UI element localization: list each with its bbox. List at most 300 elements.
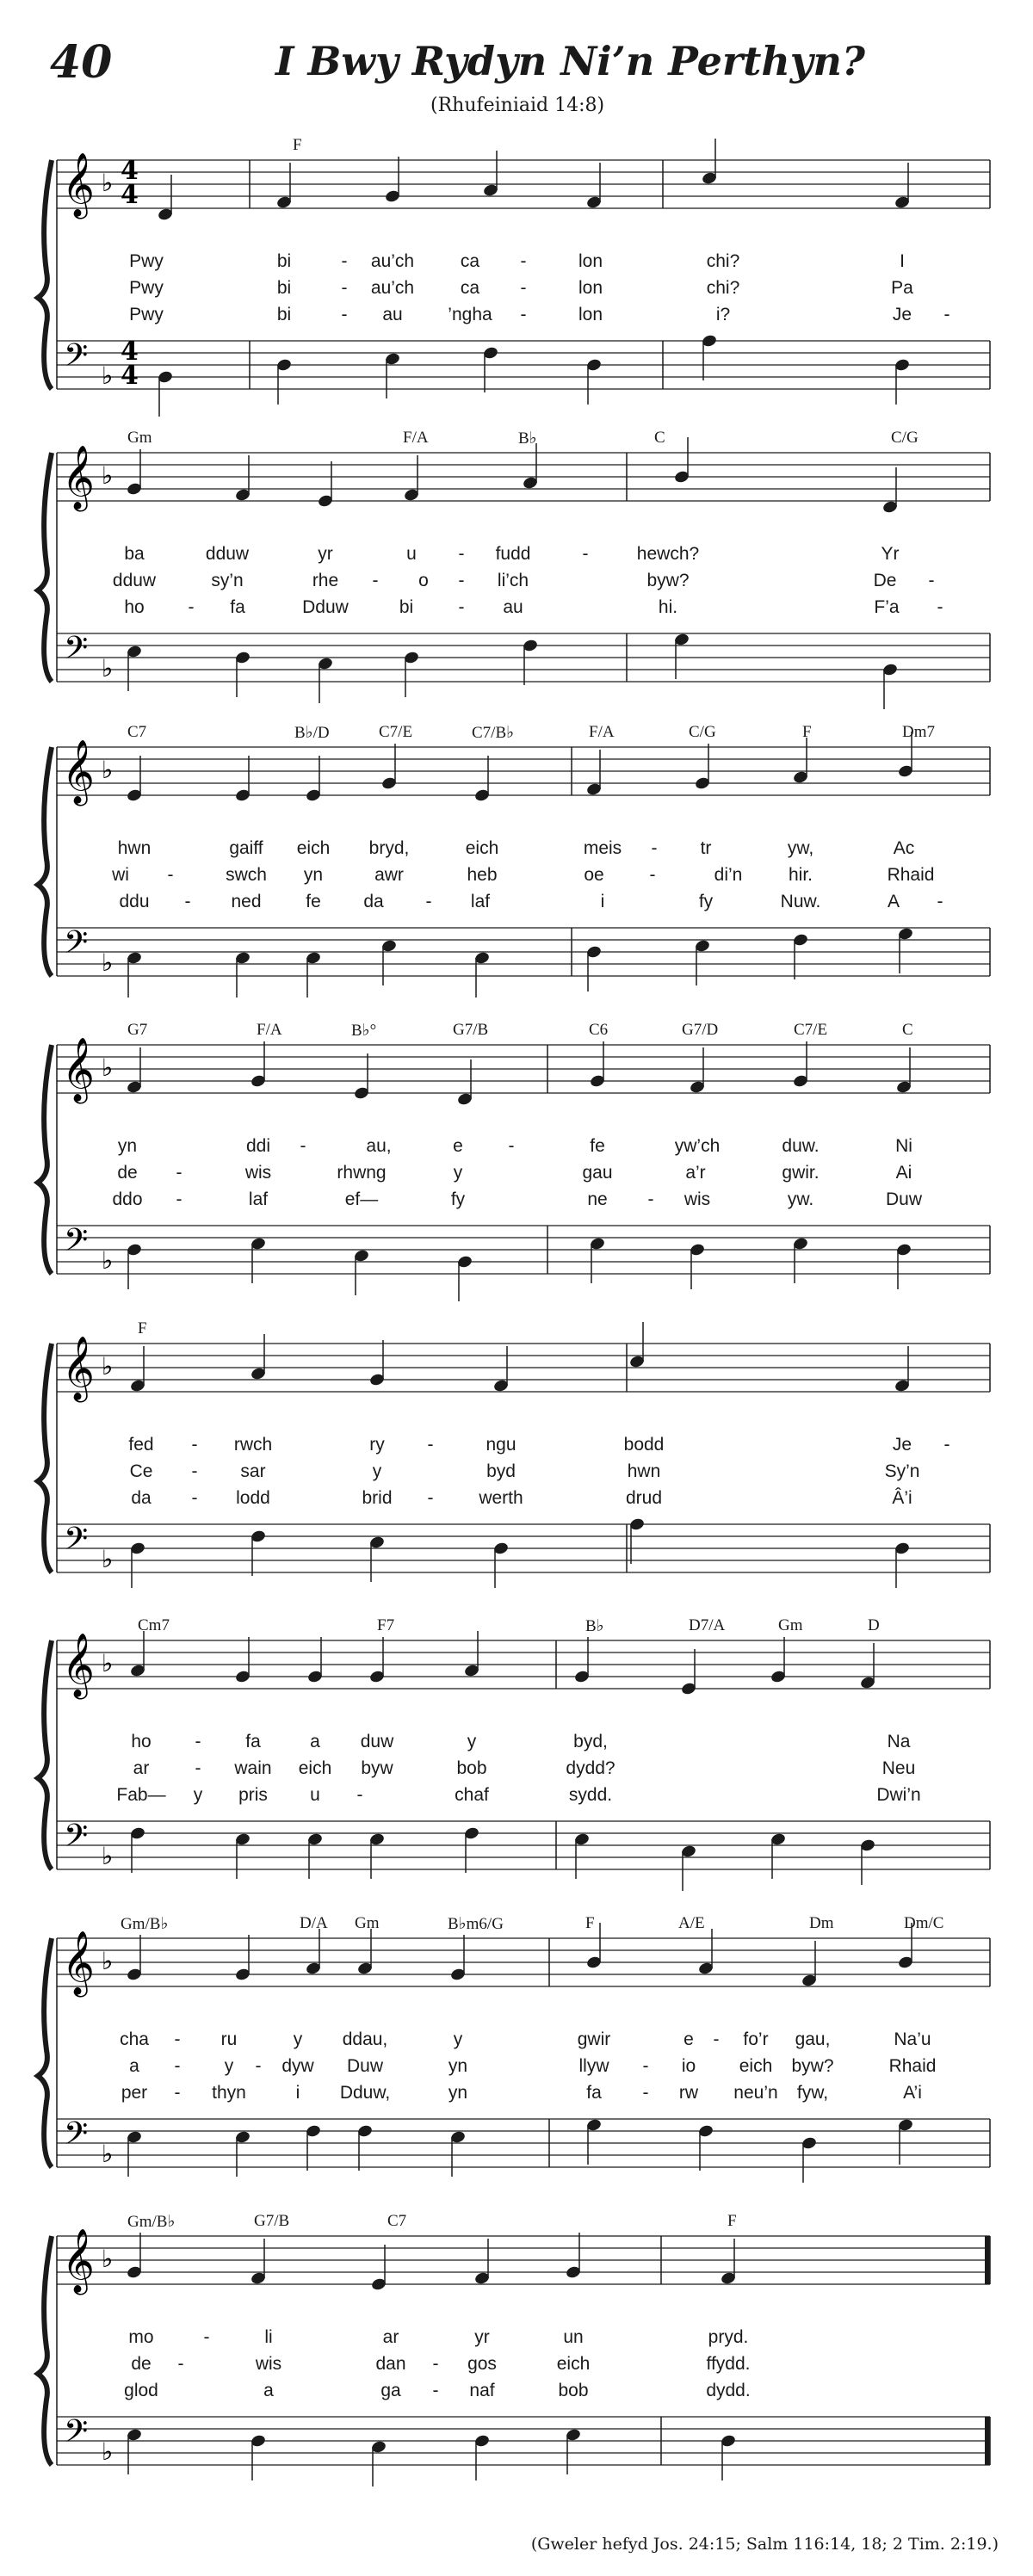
lyric-syllable: gau	[582, 1163, 613, 1183]
lyric-syllable: lon	[578, 251, 603, 271]
chord-symbol: F/A	[257, 1021, 282, 1039]
lyric-syllable: Dduw,	[339, 2083, 391, 2103]
lyric-syllable: -	[642, 2056, 649, 2076]
lyric-syllable: di’n	[714, 865, 743, 885]
chord-symbol: B♭	[518, 429, 537, 448]
lyric-syllable: u	[310, 1785, 320, 1805]
chord-symbol: B♭	[585, 1617, 604, 1635]
lyric-syllable: y	[467, 1732, 477, 1751]
chord-symbol: C7/E	[379, 723, 413, 741]
lyric-syllable: eich	[465, 838, 499, 858]
lyric-syllable: A’i	[903, 2083, 922, 2103]
lyric-syllable: e	[684, 2029, 694, 2049]
lyric-syllable: eich	[556, 2354, 591, 2374]
flat-sign: ♭	[102, 2140, 114, 2168]
lyric-syllable: laf	[470, 892, 491, 911]
lyric-syllable: -	[195, 1758, 201, 1778]
chord-symbol: F	[585, 1914, 595, 1932]
lyric-syllable: da	[131, 1488, 152, 1508]
lyric-syllable: ry	[369, 1435, 385, 1455]
lyric-syllable: cha	[120, 2029, 149, 2049]
lyric-syllable: -	[341, 278, 348, 298]
lyric-syllable: -	[341, 305, 348, 324]
brace	[38, 160, 52, 389]
lyric-syllable: heb	[467, 865, 498, 885]
lyric-syllable: fudd	[495, 544, 531, 564]
chord-symbol: F/A	[589, 723, 615, 741]
bass-clef: 𝄢	[64, 1222, 89, 1266]
hymn-title: I Bwy Rydyn Ni’n Perthyn?	[275, 38, 865, 84]
brace	[38, 1344, 52, 1572]
lyric-syllable: Neu	[881, 1758, 916, 1778]
final-barline	[985, 2236, 990, 2284]
lyric-syllable: ffydd.	[706, 2354, 751, 2374]
lyric-syllable: llyw	[578, 2056, 609, 2076]
lyric-syllable: ho	[124, 597, 145, 617]
lyric-syllable: wain	[234, 1758, 272, 1778]
lyric-syllable: rw	[678, 2083, 699, 2103]
lyric-syllable: -	[937, 892, 943, 911]
lyric-syllable: au	[382, 305, 403, 324]
lyric-syllable: Pwy	[129, 305, 164, 324]
lyric-syllable: fe	[306, 892, 321, 911]
lyric-syllable: byw	[361, 1758, 393, 1778]
lyric-syllable: yr	[474, 2327, 490, 2347]
chord-symbol: Gm/B♭	[121, 1915, 169, 1933]
lyric-syllable: yn	[448, 2083, 468, 2103]
lyric-syllable: wis	[255, 2354, 282, 2374]
lyric-syllable: Ni	[895, 1136, 912, 1156]
lyric-syllable: ’ngha	[448, 305, 492, 324]
chord-symbol: C7/E	[794, 1021, 828, 1039]
chord-symbol: D/A	[300, 1914, 328, 1932]
lyric-syllable: drud	[625, 1488, 663, 1508]
lyric-syllable: -	[425, 892, 432, 911]
lyric-syllable: Rhaid	[888, 2056, 937, 2076]
flat-sign: ♭	[102, 1842, 114, 1870]
lyric-syllable: tr	[700, 838, 712, 858]
chord-symbol: D	[868, 1616, 880, 1634]
lyric-syllable: -	[647, 1189, 654, 1209]
treble-clef: 𝄞	[62, 1337, 95, 1400]
lyric-syllable: ngu	[486, 1435, 516, 1455]
lyric-syllable: y	[372, 1461, 382, 1481]
flat-sign: ♭	[102, 1649, 114, 1677]
lyric-syllable: mo	[128, 2327, 154, 2347]
lyric-syllable: ef—	[344, 1189, 379, 1209]
score-system	[0, 1618, 1033, 1911]
brace	[38, 1640, 52, 1869]
lyric-syllable: thyn	[212, 2083, 246, 2103]
treble-clef: 𝄞	[62, 1038, 95, 1102]
lyric-syllable: ba	[124, 544, 145, 564]
lyric-syllable: Nuw.	[780, 892, 821, 911]
chord-symbol: G7/B	[254, 2212, 290, 2230]
lyric-syllable: De	[873, 571, 897, 590]
lyric-syllable: -	[432, 2381, 439, 2400]
lyric-syllable: -	[341, 251, 348, 271]
lyric-syllable: -	[195, 1732, 201, 1751]
lyric-syllable: -	[458, 597, 465, 617]
chord-symbol: F/A	[403, 429, 429, 447]
score-system	[0, 1022, 1033, 1315]
lyric-syllable: ar	[382, 2327, 399, 2347]
lyric-syllable: bi	[276, 251, 292, 271]
lyric-syllable: au	[503, 597, 523, 617]
lyric-syllable: -	[713, 2029, 720, 2049]
lyric-syllable: -	[167, 865, 174, 885]
lyric-syllable: naf	[469, 2381, 495, 2400]
chord-symbol: C7	[127, 723, 147, 741]
lyric-syllable: -	[188, 597, 195, 617]
lyric-syllable: -	[582, 544, 589, 564]
brace	[38, 1045, 52, 1274]
footnote: (Gweler hefyd Jos. 24:15; Salm 116:14, 18; 2 Tim. 2:19.)	[530, 2535, 999, 2554]
lyric-syllable: da	[363, 892, 384, 911]
lyric-syllable: -	[191, 1461, 198, 1481]
lyric-syllable: hwn	[117, 838, 152, 858]
lyric-syllable: Ac	[893, 838, 915, 858]
lyric-syllable: fo’r	[743, 2029, 769, 2049]
lyric-syllable: yr	[318, 544, 333, 564]
bass-clef: 𝄢	[64, 924, 89, 968]
bass-clef: 𝄢	[64, 2413, 89, 2457]
lyric-syllable: lodd	[236, 1488, 270, 1508]
lyric-syllable: sydd.	[568, 1785, 613, 1805]
lyric-syllable: -	[174, 2056, 181, 2076]
flat-sign: ♭	[102, 948, 114, 977]
treble-clef: 𝄞	[62, 153, 95, 217]
lyric-syllable: -	[458, 544, 465, 564]
brace	[38, 747, 52, 976]
lyric-syllable: eich	[739, 2056, 773, 2076]
chord-symbol: Dm7	[902, 723, 935, 741]
lyric-syllable: glod	[124, 2381, 158, 2400]
lyric-syllable: I	[900, 251, 905, 271]
lyric-syllable: byd	[486, 1461, 516, 1481]
lyric-syllable: fy	[698, 892, 714, 911]
lyric-syllable: au,	[366, 1136, 392, 1156]
flat-sign: ♭	[102, 1947, 114, 1975]
lyric-syllable: Na	[887, 1732, 911, 1751]
chord-symbol: C/G	[891, 429, 919, 447]
lyric-syllable: ne	[587, 1189, 608, 1209]
treble-clef: 𝄞	[62, 1931, 95, 1995]
chord-symbol: D7/A	[689, 1616, 726, 1634]
lyric-syllable: Fab—	[116, 1785, 166, 1805]
lyric-syllable: ho	[131, 1732, 152, 1751]
treble-clef: 𝄞	[62, 740, 95, 804]
lyric-syllable: -	[432, 2354, 439, 2374]
lyric-syllable: i	[295, 2083, 300, 2103]
lyric-syllable: hi.	[658, 597, 678, 617]
chord-symbol: F	[727, 2212, 737, 2230]
lyric-syllable: o	[418, 571, 429, 590]
lyric-syllable: gos	[467, 2354, 497, 2374]
lyric-syllable: -	[174, 2083, 181, 2103]
lyric-syllable: ddi	[245, 1136, 271, 1156]
lyric-syllable: ga	[380, 2381, 401, 2400]
lyric-syllable: per	[121, 2083, 148, 2103]
lyric-syllable: Yr	[881, 544, 900, 564]
lyric-syllable: -	[642, 2083, 649, 2103]
lyric-syllable: -	[174, 2029, 181, 2049]
score-system	[0, 1916, 1033, 2208]
lyric-syllable: oe	[584, 865, 604, 885]
lyric-syllable: -	[255, 2056, 262, 2076]
chord-symbol: F	[802, 723, 812, 741]
chord-symbol: B♭°	[351, 1022, 377, 1040]
lyric-syllable: ddu	[119, 892, 150, 911]
lyric-syllable: brid	[362, 1488, 393, 1508]
lyric-syllable: -	[651, 838, 658, 858]
lyric-syllable: -	[943, 305, 950, 324]
lyric-syllable: bi	[276, 278, 292, 298]
lyric-syllable: bob	[456, 1758, 487, 1778]
lyric-syllable: fa	[230, 597, 245, 617]
lyric-syllable: byw?	[791, 2056, 834, 2076]
lyric-syllable: sy’n	[211, 571, 244, 590]
lyric-syllable: hir.	[788, 865, 813, 885]
lyric-syllable: Sy’n	[884, 1461, 920, 1481]
lyric-syllable: fa	[586, 2083, 602, 2103]
chord-symbol: F	[138, 1319, 147, 1337]
flat-sign: ♭	[102, 461, 114, 490]
lyric-syllable: sar	[240, 1461, 266, 1481]
lyric-syllable: rwch	[233, 1435, 273, 1455]
lyric-syllable: dydd?	[566, 1758, 615, 1778]
lyric-syllable: Ce	[129, 1461, 153, 1481]
lyric-syllable: -	[203, 2327, 210, 2347]
time-signature: 4	[121, 180, 139, 210]
chord-symbol: C/G	[689, 723, 716, 741]
treble-clef: 𝄞	[62, 446, 95, 510]
lyric-syllable: -	[943, 1435, 950, 1455]
lyric-syllable: Dwi’n	[876, 1785, 921, 1805]
bass-clef: 𝄢	[64, 1818, 89, 1862]
lyric-syllable: duw	[360, 1732, 394, 1751]
lyric-syllable: rhe	[312, 571, 339, 590]
chord-symbol: Gm/B♭	[127, 2213, 176, 2231]
lyric-syllable: hwn	[627, 1461, 661, 1481]
lyric-syllable: de	[117, 1163, 138, 1183]
lyric-syllable: Pwy	[129, 278, 164, 298]
lyric-syllable: wi	[112, 865, 129, 885]
lyric-syllable: Rhaid	[887, 865, 935, 885]
lyric-syllable: ca	[460, 278, 480, 298]
brace	[38, 453, 52, 682]
lyric-syllable: yw’ch	[674, 1136, 721, 1156]
lyric-syllable: dan	[375, 2354, 406, 2374]
lyric-syllable: -	[191, 1488, 198, 1508]
time-signature: 4	[121, 361, 139, 391]
lyric-syllable: au’ch	[370, 278, 415, 298]
lyric-syllable: fed	[128, 1435, 154, 1455]
lyric-syllable: bi	[276, 305, 292, 324]
chord-symbol: Gm	[127, 429, 152, 447]
lyric-syllable: ru	[220, 2029, 238, 2049]
lyric-syllable: io	[681, 2056, 696, 2076]
lyric-syllable: -	[520, 305, 527, 324]
lyric-syllable: hewch?	[636, 544, 700, 564]
lyric-syllable: fyw,	[796, 2083, 829, 2103]
lyric-syllable: -	[177, 2354, 184, 2374]
lyric-syllable: -	[427, 1488, 434, 1508]
lyric-syllable: pris	[238, 1785, 268, 1805]
lyric-syllable: pryd.	[708, 2327, 749, 2347]
lyric-syllable: werth	[479, 1488, 523, 1508]
lyric-syllable: yn	[448, 2056, 468, 2076]
lyric-syllable: -	[372, 571, 379, 590]
chord-symbol: C7/B♭	[472, 724, 515, 742]
lyric-syllable: -	[649, 865, 656, 885]
lyric-syllable: ddo	[112, 1189, 143, 1209]
lyric-syllable: laf	[248, 1189, 269, 1209]
time-signature: 4	[121, 156, 139, 186]
lyric-syllable: byw?	[646, 571, 690, 590]
lyric-syllable: chi?	[706, 251, 740, 271]
lyric-syllable: yn	[303, 865, 324, 885]
lyric-syllable: u	[406, 544, 417, 564]
lyric-syllable: dduw	[205, 544, 250, 564]
chord-symbol: Dm/C	[904, 1914, 944, 1932]
hymn-number: 40	[50, 36, 113, 89]
lyric-syllable: -	[176, 1189, 182, 1209]
lyric-syllable: y	[224, 2056, 234, 2076]
lyric-syllable: ddau,	[342, 2029, 388, 2049]
score-system	[0, 430, 1033, 723]
lyric-syllable: -	[300, 1136, 306, 1156]
flat-sign: ♭	[102, 2245, 114, 2273]
lyric-syllable: i	[600, 892, 605, 911]
bass-clef: 𝄢	[64, 630, 89, 674]
brace	[38, 1938, 52, 2167]
final-barline	[985, 2417, 990, 2465]
lyric-syllable: -	[928, 571, 935, 590]
lyric-syllable: Ai	[895, 1163, 912, 1183]
lyric-syllable: Pa	[891, 278, 913, 298]
flat-sign: ♭	[102, 1545, 114, 1573]
lyric-syllable: gaiff	[229, 838, 263, 858]
lyric-syllable: Duw	[346, 2056, 383, 2076]
lyric-syllable: Dduw	[302, 597, 349, 617]
lyric-syllable: ned	[231, 892, 262, 911]
lyric-syllable: -	[356, 1785, 363, 1805]
lyric-syllable: li	[264, 2327, 273, 2347]
treble-clef: 𝄞	[62, 1634, 95, 1697]
lyric-syllable: eich	[298, 1758, 332, 1778]
chord-symbol: G7/D	[682, 1021, 719, 1039]
lyric-syllable: -	[458, 571, 465, 590]
lyric-syllable: ar	[133, 1758, 150, 1778]
flat-sign: ♭	[102, 169, 114, 197]
lyric-syllable: e	[453, 1136, 463, 1156]
lyric-syllable: -	[520, 278, 527, 298]
flat-sign: ♭	[102, 1352, 114, 1381]
lyric-syllable: neu’n	[733, 2083, 778, 2103]
bass-clef: 𝄢	[64, 1521, 89, 1565]
lyric-syllable: ca	[460, 251, 480, 271]
chord-symbol: F7	[377, 1616, 395, 1634]
score-system	[0, 1321, 1033, 1614]
lyric-syllable: dduw	[112, 571, 157, 590]
lyric-syllable: Na’u	[894, 2029, 931, 2049]
lyric-syllable: y	[293, 2029, 303, 2049]
lyric-syllable: awr	[374, 865, 404, 885]
time-signature: 4	[121, 337, 139, 367]
lyric-syllable: yn	[117, 1136, 138, 1156]
lyric-syllable: y	[453, 1163, 463, 1183]
lyric-syllable: bodd	[623, 1435, 665, 1455]
lyric-syllable: fy	[450, 1189, 466, 1209]
lyric-syllable: a	[310, 1732, 320, 1751]
lyric-syllable: a’r	[685, 1163, 706, 1183]
flat-sign: ♭	[102, 361, 114, 390]
lyric-syllable: de	[131, 2354, 152, 2374]
lyric-syllable: Je	[892, 305, 912, 324]
lyric-syllable: au’ch	[370, 251, 415, 271]
lyric-syllable: -	[520, 251, 527, 271]
lyric-syllable: dyw	[281, 2056, 314, 2076]
lyric-syllable: lon	[578, 305, 603, 324]
lyric-syllable: dydd.	[706, 2381, 751, 2400]
lyric-syllable: duw.	[782, 1136, 820, 1156]
lyric-syllable: bob	[558, 2381, 589, 2400]
lyric-syllable: bryd,	[368, 838, 410, 858]
lyric-syllable: meis	[583, 838, 622, 858]
lyric-syllable: chaf	[455, 1785, 489, 1805]
lyric-syllable: byd,	[573, 1732, 608, 1751]
score-system	[0, 138, 1033, 430]
score-system	[0, 2214, 1033, 2506]
lyric-syllable: wis	[244, 1163, 272, 1183]
lyric-syllable: i?	[715, 305, 731, 324]
lyric-syllable: -	[191, 1435, 198, 1455]
chord-symbol: C	[902, 1021, 913, 1039]
chord-symbol: G7/B	[453, 1021, 489, 1039]
lyric-syllable: li’ch	[497, 571, 529, 590]
lyric-syllable: wis	[684, 1189, 711, 1209]
flat-sign: ♭	[102, 2437, 114, 2466]
lyric-syllable: a	[263, 2381, 274, 2400]
scripture-reference: (Rhufeiniaid 14:8)	[430, 95, 605, 116]
lyric-syllable: bi	[399, 597, 414, 617]
lyric-syllable: -	[427, 1435, 434, 1455]
lyric-syllable: y	[193, 1785, 203, 1805]
chord-symbol: F	[293, 136, 302, 154]
lyric-syllable: lon	[578, 278, 603, 298]
lyric-syllable: swch	[226, 865, 267, 885]
flat-sign: ♭	[102, 1246, 114, 1275]
bass-clef: 𝄢	[64, 337, 89, 381]
lyric-syllable: yw,	[787, 838, 814, 858]
brace	[38, 2236, 52, 2465]
lyric-syllable: a	[129, 2056, 139, 2076]
lyric-syllable: Â’i	[892, 1488, 912, 1508]
flat-sign: ♭	[102, 1053, 114, 1082]
lyric-syllable: yw.	[787, 1189, 814, 1209]
chord-symbol: Cm7	[138, 1616, 170, 1634]
lyric-syllable: -	[508, 1136, 515, 1156]
lyric-syllable: fa	[245, 1732, 261, 1751]
score-system	[0, 725, 1033, 1017]
lyric-syllable: -	[176, 1163, 182, 1183]
chord-symbol: Dm	[809, 1914, 834, 1932]
lyric-syllable: gwir.	[782, 1163, 820, 1183]
chord-symbol: B♭m6/G	[448, 1915, 504, 1933]
treble-clef: 𝄞	[62, 2229, 95, 2293]
flat-sign: ♭	[102, 654, 114, 683]
